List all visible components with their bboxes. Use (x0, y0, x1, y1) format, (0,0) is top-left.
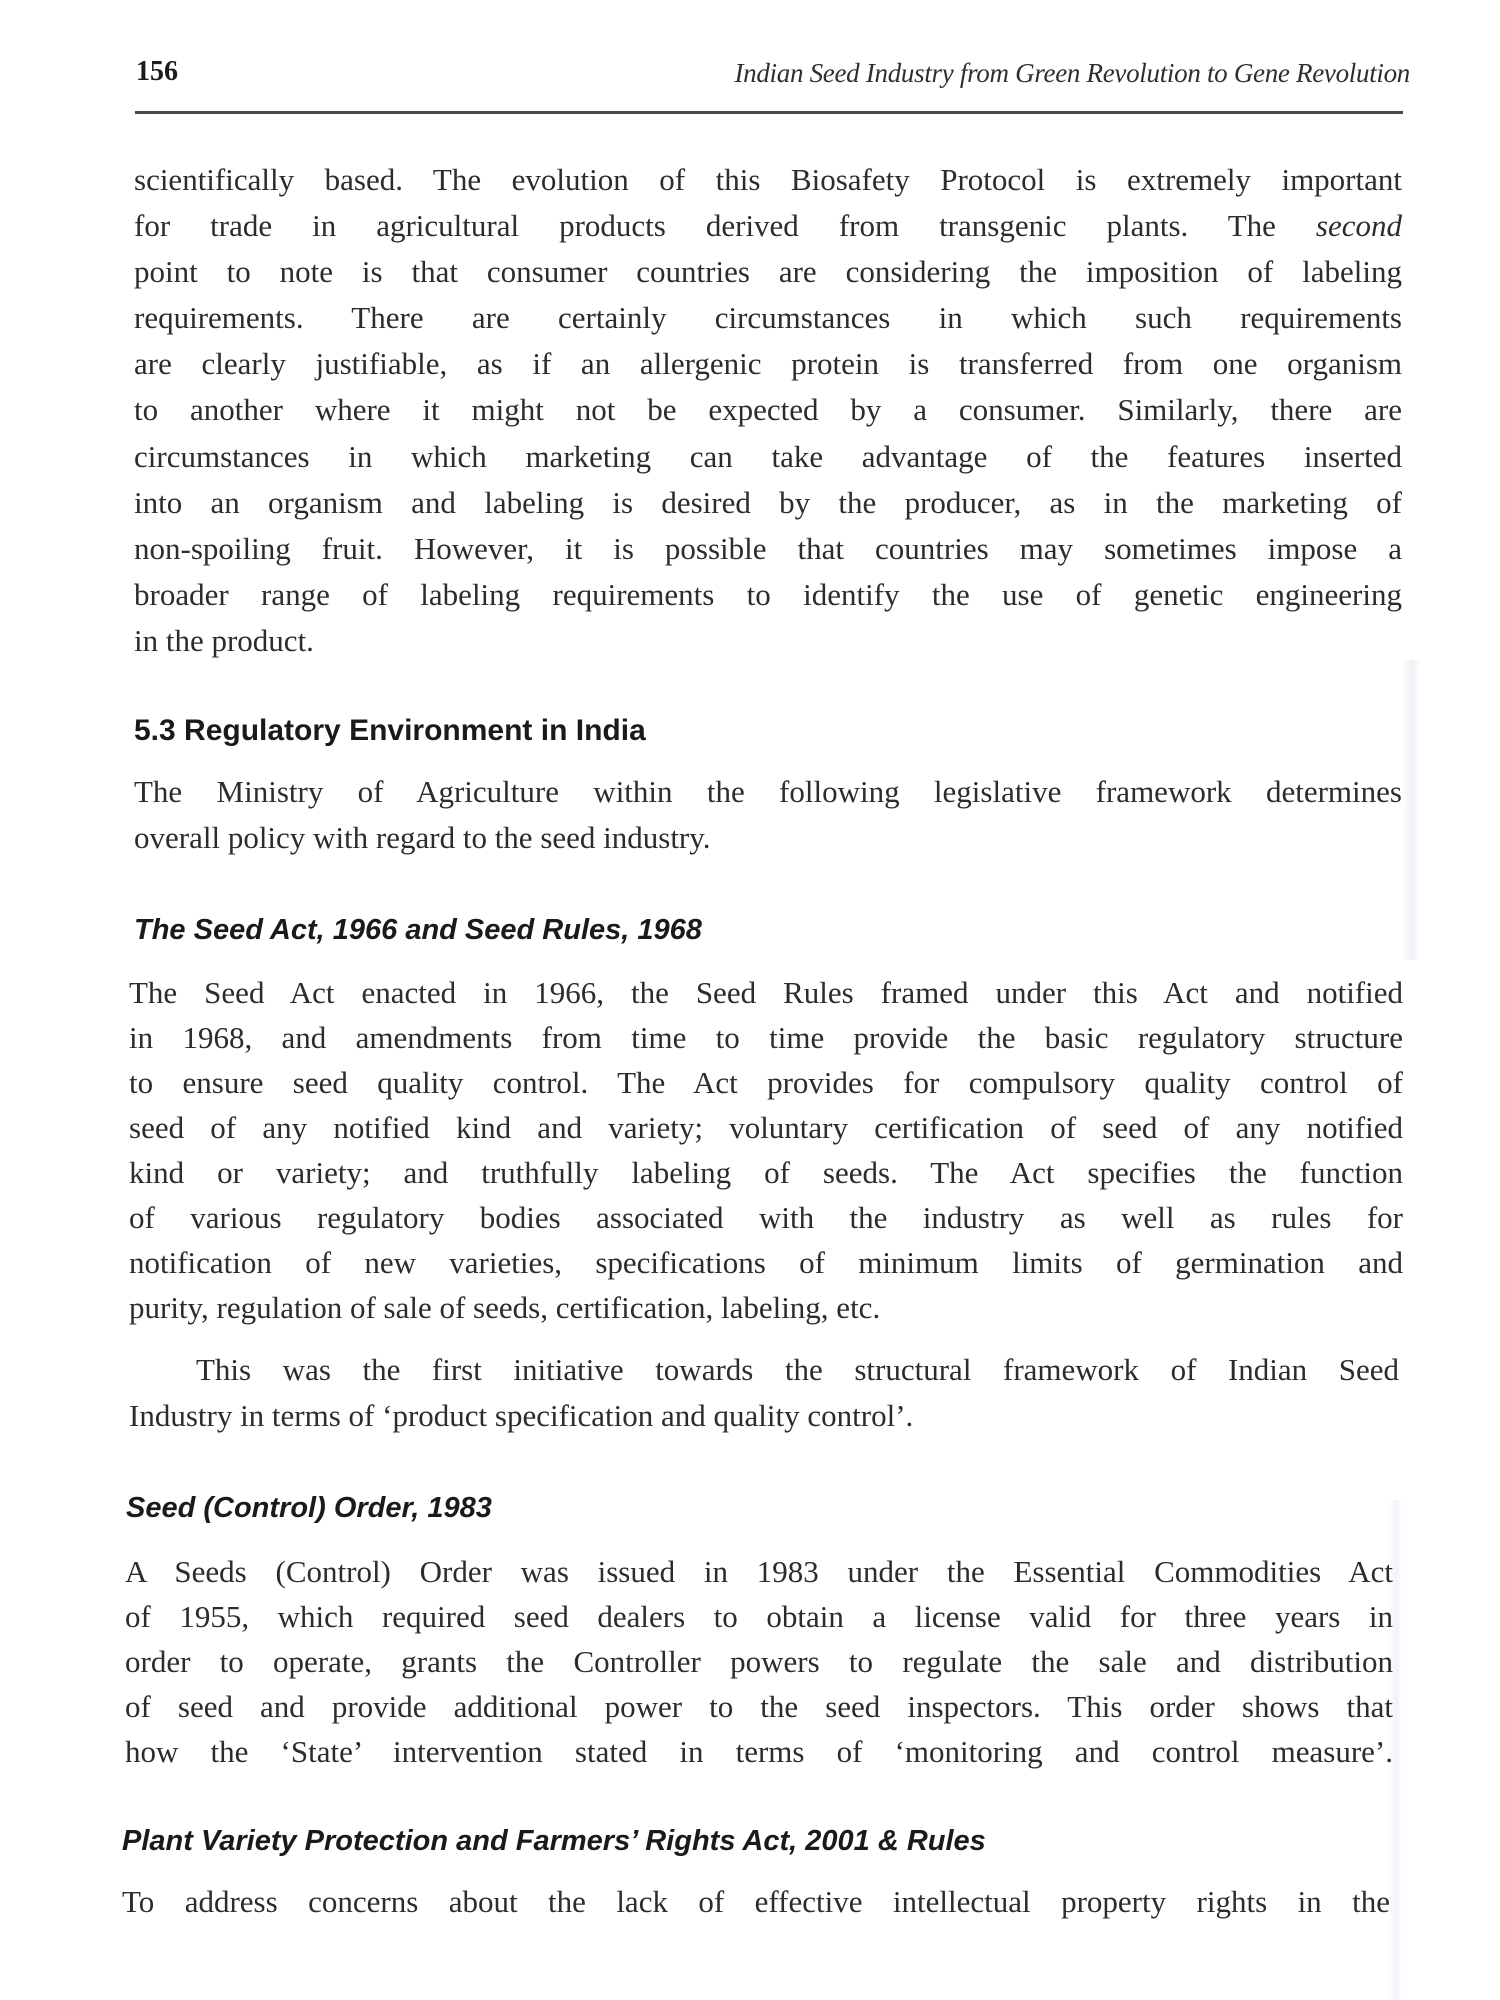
emphasis-word: second (1315, 208, 1403, 243)
section-heading: 5.3 Regulatory Environment in India (134, 714, 646, 747)
text-line: broader range of labeling requirements to identify the use of genetic engineering (134, 577, 1402, 612)
text-line: in the product. (134, 623, 314, 658)
text-line: non-spoiling fruit. However, it is possible that countries may sometimes impose a (134, 531, 1402, 566)
header-rule (135, 111, 1403, 114)
subsection-heading: Seed (Control) Order, 1983 (126, 1492, 492, 1524)
text-line: into an organism and labeling is desired by the producer, as in the marketing of (134, 485, 1402, 520)
text-line: The Seed Act enacted in 1966, the Seed Rules framed under this Act and notified (129, 975, 1403, 1010)
text-line: seed of any notified kind and variety; voluntary certification of seed of any notified (129, 1110, 1403, 1145)
page-edge-shadow (1402, 660, 1420, 960)
page-number: 156 (136, 56, 178, 87)
text-line: order to operate, grants the Controller powers to regulate the sale and distribution (125, 1644, 1393, 1679)
text-line: in 1968, and amendments from time to time provide the basic regulatory structure (129, 1020, 1403, 1055)
text-line: scientifically based. The evolution of this Biosafety Protocol is extremely important (134, 162, 1402, 197)
text-line: to ensure seed quality control. The Act provides for compulsory quality control of (129, 1065, 1403, 1100)
text-line: requirements. There are certainly circumstances in which such requirements (134, 300, 1402, 335)
text-line: This was the first initiative towards the structural framework of Indian Seed (196, 1352, 1399, 1387)
running-title: Indian Seed Industry from Green Revolution to Gene Revolution (734, 58, 1410, 88)
text-line: Industry in terms of ‘product specification and quality control’. (129, 1398, 914, 1433)
text-line: A Seeds (Control) Order was issued in 1983 under the Essential Commodities Act (125, 1554, 1393, 1589)
subsection-heading: The Seed Act, 1966 and Seed Rules, 1968 (134, 914, 702, 946)
text-line: purity, regulation of sale of seeds, certification, labeling, etc. (129, 1290, 881, 1325)
text-line: point to note is that consumer countries are considering the imposition of labeling (134, 254, 1402, 289)
text-line: to another where it might not be expected by a consumer. Similarly, there are (134, 392, 1402, 427)
text-line (134, 206, 1402, 246)
text-line: circumstances in which marketing can take advantage of the features inserted (134, 439, 1402, 474)
text-line: are clearly justifiable, as if an allergenic protein is transferred from one organism (134, 346, 1402, 381)
text-line: overall policy with regard to the seed industry. (134, 820, 711, 855)
text-line: of various regulatory bodies associated with the industry as well as rules for (129, 1200, 1403, 1235)
text-fragment: for trade in agricultural products derived from transgenic plants. The (134, 208, 1276, 243)
text-line: of 1955, which required seed dealers to obtain a license valid for three years in (125, 1599, 1393, 1634)
text-line: of seed and provide additional power to the seed inspectors. This order shows that (125, 1689, 1393, 1724)
text-line: The Ministry of Agriculture within the following legislative framework determines (134, 774, 1402, 809)
text-line: To address concerns about the lack of effective intellectual property rights in the (122, 1884, 1390, 1919)
text-line: kind or variety; and truthfully labeling of seeds. The Act specifies the function (129, 1155, 1403, 1190)
text-line: notification of new varieties, specifications of minimum limits of germination and (129, 1245, 1403, 1280)
text-line: how the ‘State’ intervention stated in terms of ‘monitoring and control measure’. (125, 1734, 1393, 1769)
subsection-heading: Plant Variety Protection and Farmers’ Rights Act, 2001 & Rules (122, 1825, 986, 1857)
